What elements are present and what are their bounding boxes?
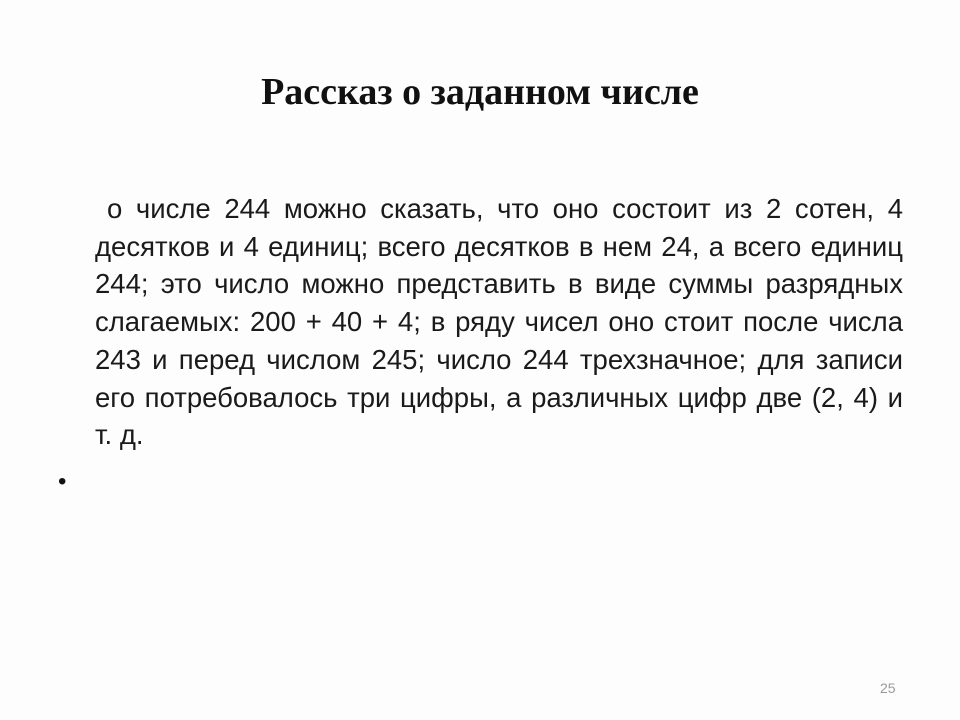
page-number: 25 bbox=[880, 680, 896, 696]
slide-title: Рассказ о заданном числе bbox=[261, 71, 699, 113]
empty-bullet-point: • bbox=[58, 468, 67, 495]
slide-body-text: о числе 244 можно сказать, что оно состоит из 2 сотен, 4 десятков и 4 единиц; всего десятков в нем 24, а всего единиц 244; это число можно представить в виде суммы разрядных слагаемых: 200 + 40 + 4; в ряду чисел оно стоит после числа 243 и перед числом 245; число 244 трехзначное; для записи его потребовалось три цифры, а различных цифр две (2, 4) и т. д. bbox=[95, 193, 903, 451]
